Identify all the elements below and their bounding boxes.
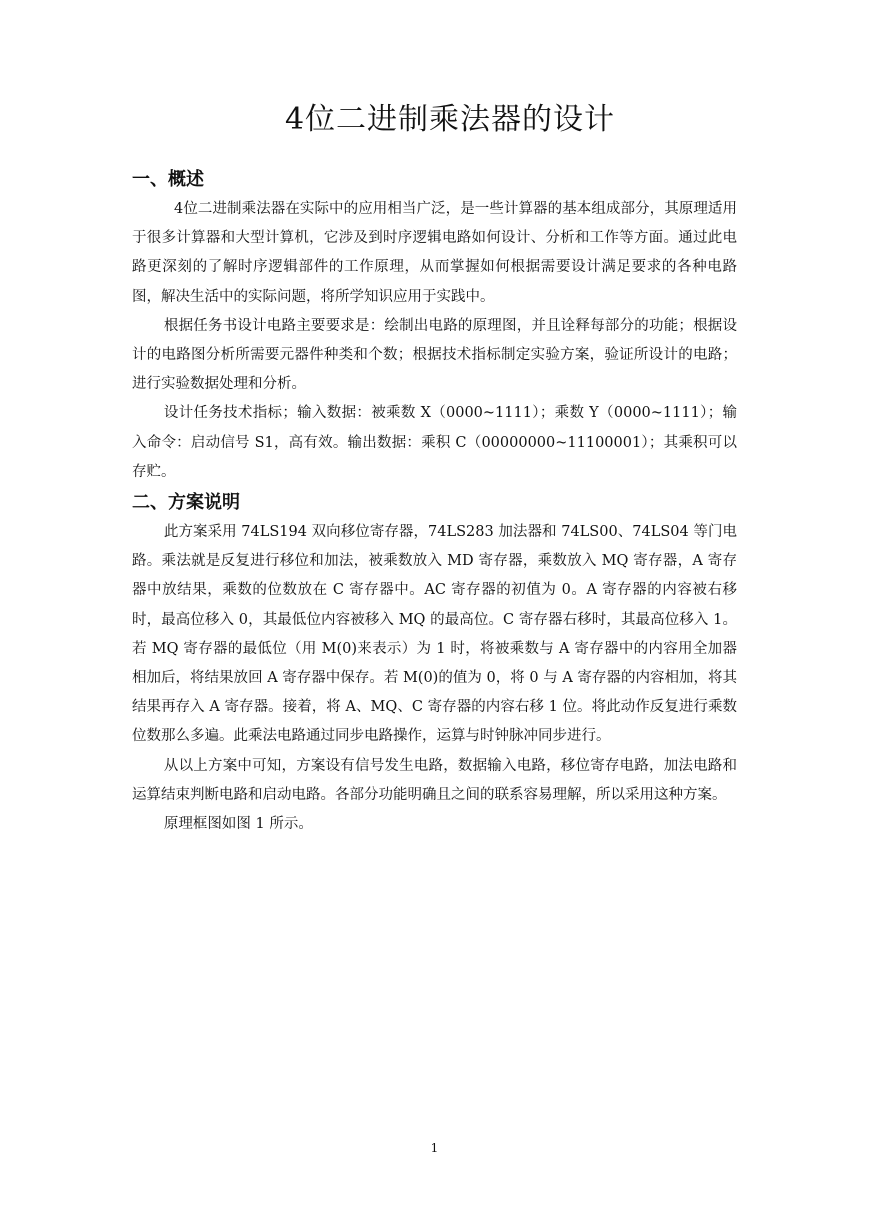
overview-paragraph-1: 4位二进制乘法器在实际中的应用相当广泛，是一些计算器的基本组成部分，其原理适用于很多计算器和大型计算机，它涉及到时序逻辑电路如何设计、分析和工作等方面。通过此电路更深刻的了解时序逻辑部件的工作原理，从而掌握如何根据需要设计满足要求的各种电路图，解决生活中的实际问题，将所学知识应用于实践中。 (132, 201, 737, 305)
document-body (132, 164, 737, 839)
scheme-paragraph-1: 此方案采用 74LS194 双向移位寄存器，74LS283 加法器和 74LS00、74LS04 等门电路。乘法就是反复进行移位和加法，被乘数放入 MD 寄存器，乘数放入 MQ 寄存器，A 寄存器中放结果，乘数的位数放在 C 寄存器中。AC 寄存器的初值为 0。A 寄存器的内容被右移时，最高位移入 0，其最低位内容被移入 MQ 的最高位。C 寄存器右移时，其最高位移入 1。若 MQ 寄存器的最低位（用 M(0)来表示）为 1 时，将被乘数与 A 寄存器中的内容用全加器相加后，将结果放回 A 寄存器中保存。若 M(0)的值为 0，将 0 与 A 寄存器的内容相加，将其结果再存入 A 寄存器。接着，将 A、MQ、C 寄存器的内容右移 1 位。将此动作反复进行乘数位数那么多遍。此乘法电路通过同步电路操作，运算与时钟脉冲同步进行。 (132, 524, 737, 745)
overview-paragraph-3: 设计任务技术指标；输入数据：被乘数 X（0000~1111）；乘数 Y（0000~1111）；输入命令：启动信号 S1，高有效。输出数据：乘积 C（00000000~11100001）；其乘积可以存贮。 (132, 405, 737, 480)
section-heading-scheme: 二、方案说明 (132, 492, 240, 514)
page-number: 1 (430, 1141, 439, 1155)
section-scheme (132, 487, 737, 839)
overview-paragraph-2: 根据任务书设计电路主要要求是：绘制出电路的原理图，并且诠释每部分的功能；根据设计的电路图分析所需要元器件种类和个数；根据技术指标制定实验方案，验证所设计的电路；进行实验数据处理和分析。 (132, 317, 737, 393)
document-title: 4位二进制乘法器的设计 (284, 102, 616, 137)
scheme-paragraph-2: 从以上方案中可知，方案设有信号发生电路，数据输入电路，移位寄存电路，加法电路和运算结束判断电路和启动电路。各部分功能明确且之间的联系容易理解，所以采用这种方案。 (132, 757, 737, 803)
section-overview (132, 164, 737, 487)
section-heading-overview: 一、概述 (132, 169, 204, 190)
scheme-paragraph-3: 原理框图如图 1 所示。 (163, 816, 313, 833)
